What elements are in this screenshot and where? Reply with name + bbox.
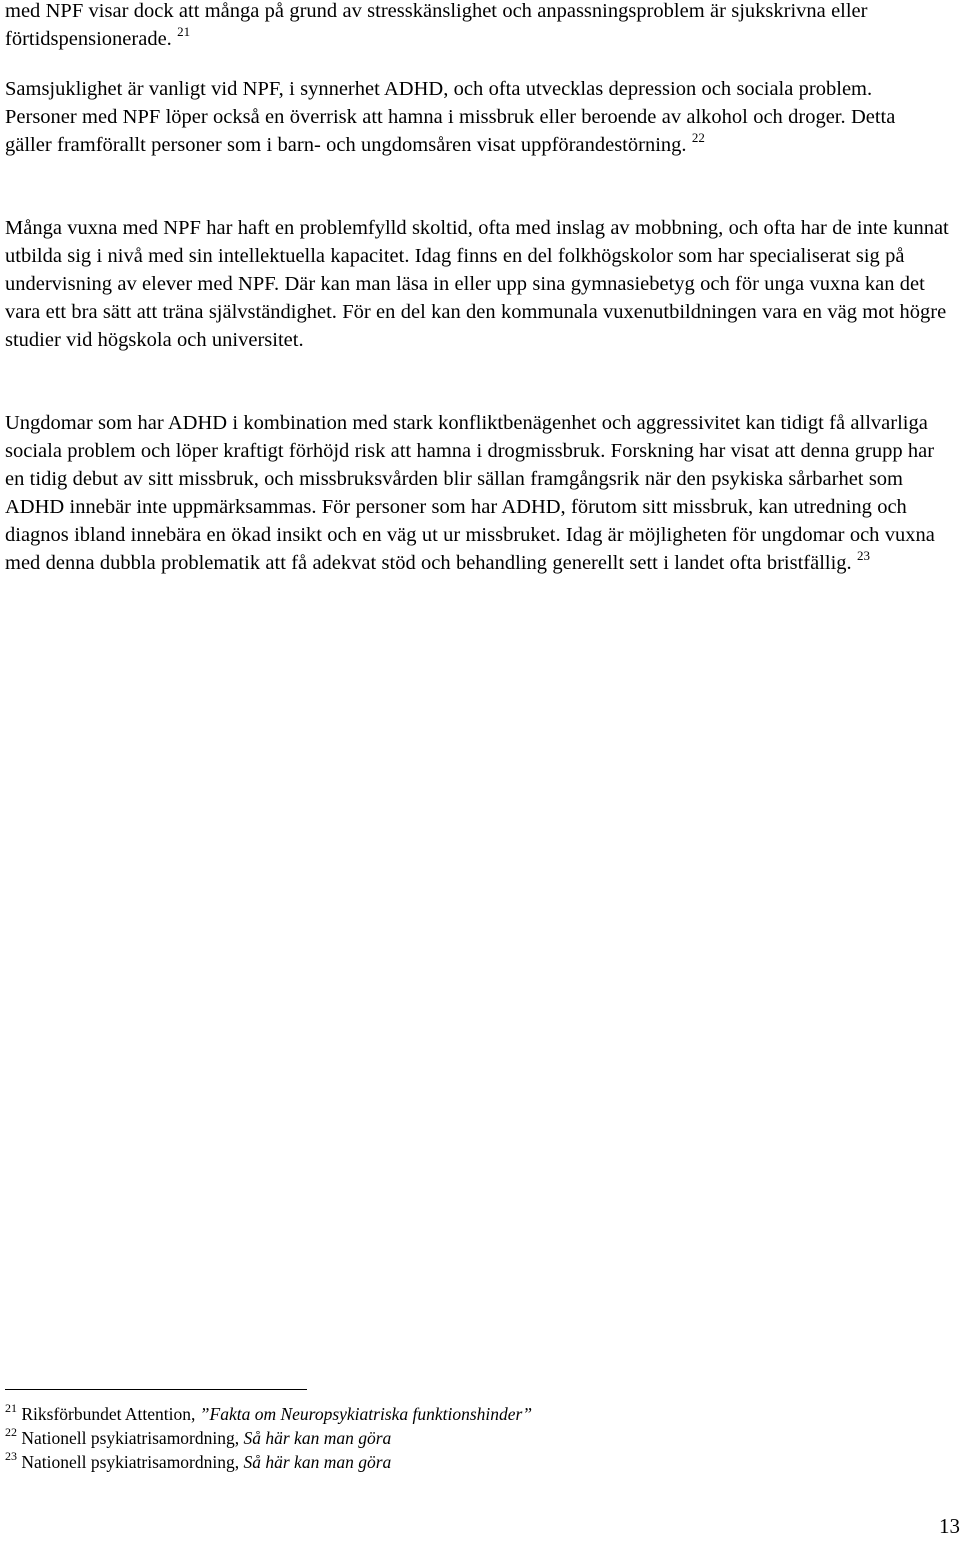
footnote-ref-23[interactable]: 23 [856,548,870,563]
footnote-title: Så här kan man göra [243,1452,392,1472]
paragraph-education [5,214,955,354]
footnote-ref-22[interactable]: 22 [691,130,705,145]
paragraph-text: Många vuxna med NPF har haft en problemfylld skoltid, ofta med inslag av mobbning, och ofta har de inte kunnat utbilda sig i nivå med sin intellektuella kapacitet. Idag finns en del folkhögskolor som har specialiserat sig på undervisning av elever med NPF. Där kan man läsa in eller upp sina gymnasiebetyg och för unga vuxna kan det vara ett bra sätt att träna självständighet. För en del kan den kommunala vuxenutbildningen vara en väg mot högre studier vid högskola och universitet. [5,217,949,351]
paragraph-text: Ungdomar som har ADHD i kombination med stark konfliktbenägenhet och aggressivitet kan tidigt få allvarliga sociala problem och löper kraftigt förhöjd risk att hamna i drogmissbruk. Forskning har visat att denna grupp har en tidig debut av sitt missbruk, och missbruksvården blir sällan framgångsrik när den psykiska sårbarhet som ADHD innebär inte uppmärksammas. För personer som har ADHD, förutom sitt missbruk, kan utredning och diagnos ibland innebära en ökad insikt och en väg ut ur missbruket. Idag är möjligheten för ungdomar och vuxna med denna dubbla problematik att få adekvat stöd och behandling generellt sett i landet ofta bristfällig. [5,412,935,574]
footnote-number: 23 [5,1449,17,1463]
paragraph-sick-leave [5,0,940,53]
footnote-title: ”Fakta om Neuropsykiatriska funktionshinder” [199,1404,533,1424]
footnote-number: 22 [5,1425,17,1439]
footnote-separator [5,1389,307,1390]
paragraph-text: Samsjuklighet är vanligt vid NPF, i synnerhet ADHD, och ofta utvecklas depression och sociala problem. Personer med NPF löper också en överrisk att hamna i missbruk eller beroende av alkohol och droger. Detta gäller framförallt personer som i barn- och ungdomsåren visat uppförandestörning. [5,78,896,156]
footnote-source: Nationell psykiatrisamordning, [21,1428,240,1448]
footnote-source: Nationell psykiatrisamordning, [21,1452,240,1472]
paragraph-text: med NPF visar dock att många på grund av stresskänslighet och anpassningsproblem är sjukskrivna eller förtidspensionerade. [5,0,868,50]
footnote-22 [5,1426,905,1450]
footnote-number: 21 [5,1401,17,1415]
footnote-source: Riksförbundet Attention, [21,1404,196,1424]
paragraph-adhd-substance-abuse [5,409,940,577]
footnote-23 [5,1450,905,1474]
paragraph-comorbidity [5,75,940,159]
footnote-title: Så här kan man göra [243,1428,392,1448]
footnote-21 [5,1402,905,1426]
page-number: 13 [939,1514,960,1538]
footnotes-section [5,1402,905,1474]
footnote-ref-21[interactable]: 21 [177,24,191,39]
